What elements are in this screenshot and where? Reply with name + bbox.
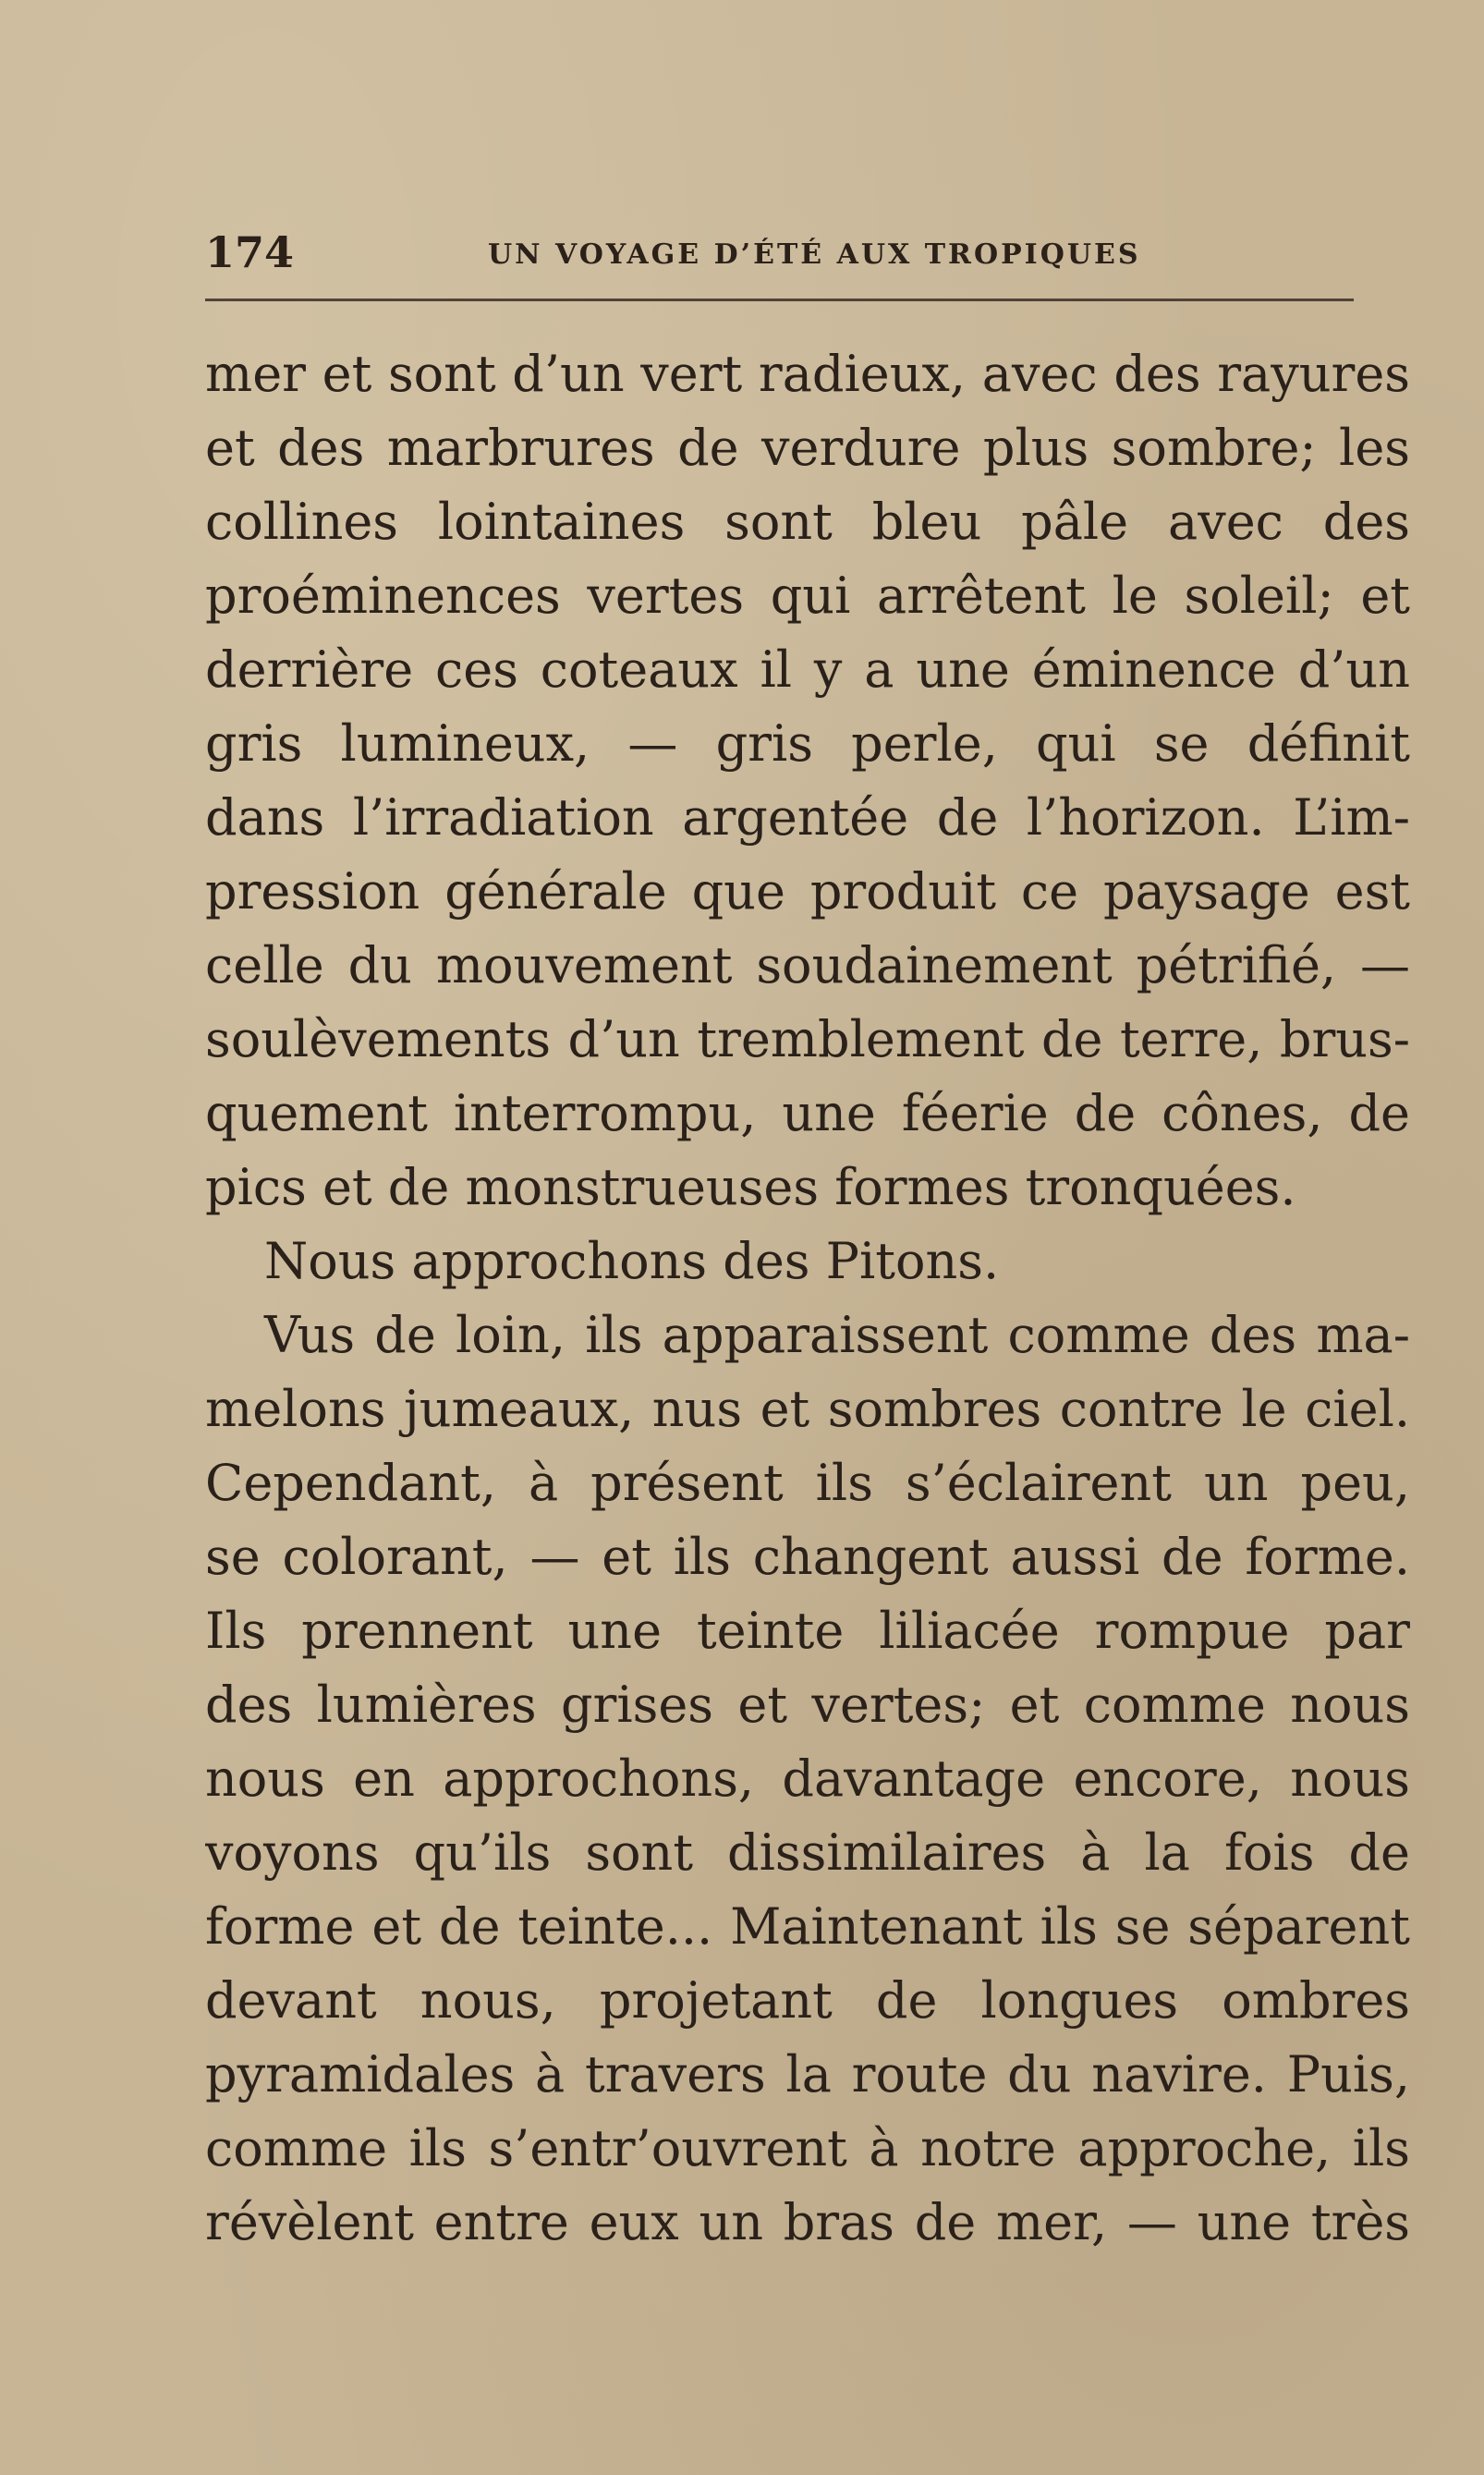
text-line: Ils prennent une teinte liliacée rompue par <box>205 1602 1410 1660</box>
text-line: et des marbrures de verdure plus sombre; les <box>205 419 1410 477</box>
page-header <box>205 229 1406 285</box>
text-line: voyons qu’ils sont dissimilaires à la fois de <box>205 1823 1410 1882</box>
text-line: révèlent entre eux un bras de mer, — une très <box>205 2193 1410 2251</box>
text-line: melons jumeaux, nus et sombres contre le ciel. <box>205 1380 1410 1438</box>
text-line: comme ils s’entr’ouvrent à notre approche, ils <box>205 2119 1410 2177</box>
text-line: dans l’irradiation argentée de l’horizon. L’im- <box>205 788 1410 847</box>
text-line: se colorant, — et ils changent aussi de forme. <box>205 1528 1410 1586</box>
text-line: quement interrompu, une féerie de cônes, de <box>205 1084 1410 1142</box>
page-number: 174 <box>205 227 295 277</box>
text-line: nous en approchons, davantage encore, nous <box>205 1750 1410 1808</box>
text-line: celle du mouvement soudainement pétrifié, — <box>205 936 1410 994</box>
text-line: collines lointaines sont bleu pâle avec des <box>205 493 1410 551</box>
header-rule <box>205 299 1354 301</box>
text-line: forme et de teinte... Maintenant ils se séparent <box>205 1897 1410 1956</box>
text-line: pics et de monstrueuses formes tronquées. <box>205 1158 1296 1216</box>
text-line: mer et sont d’un vert radieux, avec des rayures <box>205 345 1410 403</box>
text-line: soulèvements d’un tremblement de terre, brus- <box>205 1010 1410 1068</box>
text-line: pression générale que produit ce paysage est <box>205 862 1410 921</box>
text-line: des lumières grises et vertes; et comme nous <box>205 1676 1410 1734</box>
text-line: devant nous, projetant de longues ombres <box>205 1971 1410 2030</box>
text-line: proéminences vertes qui arrêtent le soleil; et <box>205 567 1410 625</box>
paragraph-line: Vus de loin, ils apparaissent comme des ma- <box>264 1306 1410 1364</box>
body-text <box>205 337 1410 2260</box>
running-head: UN VOYAGE D’ÉTÉ AUX TROPIQUES <box>488 238 1141 271</box>
text-line: gris lumineux, — gris perle, qui se définit <box>205 714 1410 773</box>
paragraph-line: Nous approchons des Pitons. <box>264 1232 1000 1290</box>
text-line: Cependant, à présent ils s’éclairent un peu, <box>205 1454 1410 1512</box>
text-line: pyramidales à travers la route du navire. Puis, <box>205 2045 1410 2103</box>
text-line: derrière ces coteaux il y a une éminence d’un <box>205 640 1410 699</box>
